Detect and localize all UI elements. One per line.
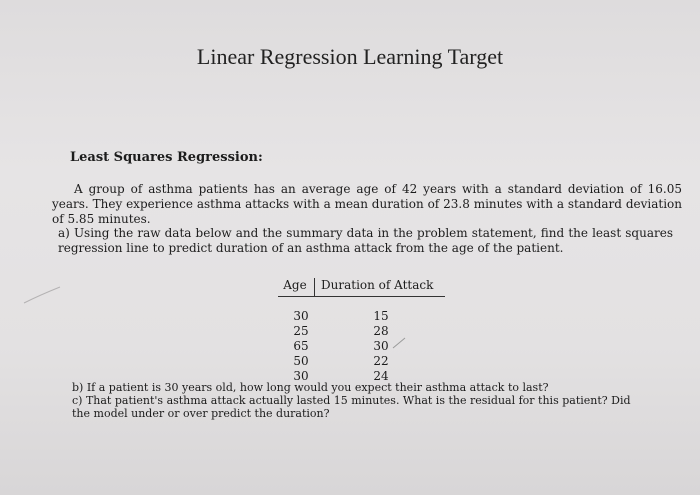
header-age: Age (278, 278, 315, 296)
table-header (278, 278, 445, 297)
duration-cell: 30 (373, 339, 389, 353)
problem-statement (52, 182, 682, 227)
duration-cell: 28 (373, 324, 389, 338)
duration-cell: 15 (373, 309, 389, 323)
header-duration: Duration of Attack (321, 278, 434, 292)
problem-text: A group of asthma patients has an average age of 42 years with a standard deviation of 16.05 years. They experience asthma attacks with a mean duration of 23.8 minutes with a standard deviation of 5.85 minutes. (52, 182, 682, 226)
pencil-stroke-icon (22, 285, 62, 305)
age-cell: 65 (293, 339, 309, 353)
table-row (278, 354, 445, 369)
question-c: c) That patient's asthma attack actually lasted 15 minutes. What is the residual for this patient? Did the model under or over predict the duration? (72, 394, 631, 420)
section-heading: Least Squares Regression: (70, 150, 263, 165)
duration-cell: 24 (373, 369, 389, 383)
table-row (278, 339, 445, 354)
duration-cell: 22 (373, 354, 389, 368)
table-row (278, 324, 445, 339)
page-title: Linear Regression Learning Target (196, 44, 504, 69)
pencil-tick-icon (392, 336, 406, 350)
data-table (278, 278, 445, 384)
age-cell: 30 (293, 369, 309, 383)
question-a: a) Using the raw data below and the summary data in the problem statement, find the least squares regression line to predict duration of an asthma attack from the age of the patient. (58, 226, 673, 255)
age-cell: 30 (293, 309, 309, 323)
table-row (278, 309, 445, 324)
questions-bc (72, 381, 652, 420)
age-cell: 25 (293, 324, 309, 338)
question-b: b) If a patient is 30 years old, how long would you expect their asthma attack to last? (72, 381, 549, 394)
age-cell: 50 (293, 354, 309, 368)
table-body (278, 309, 445, 384)
